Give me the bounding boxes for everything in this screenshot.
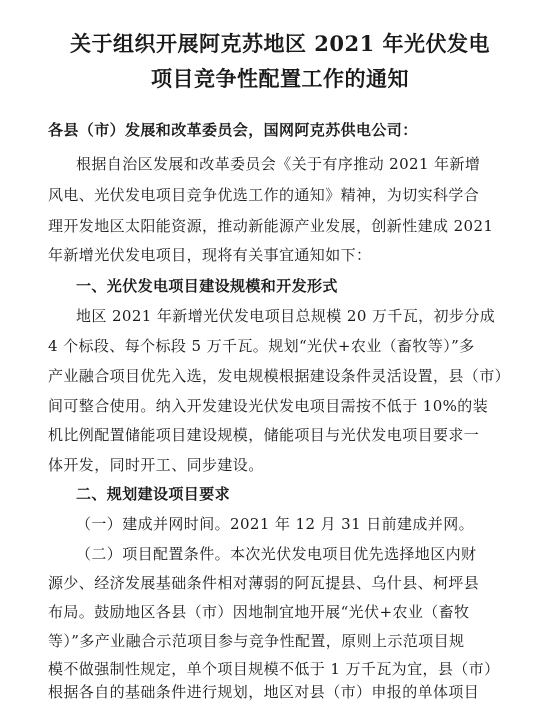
body-line: 产业融合项目优先入选，发电规模根据建设条件灵活设置，县（市） xyxy=(48,367,511,385)
section-heading-2: 二、规划建设项目要求 xyxy=(76,485,231,503)
subsection-line: （二）项目配置条件。本次光伏发电项目优先选择地区内财 xyxy=(76,545,477,563)
body-line: 根据各自的基础条件进行规划，地区对县（市）申报的单体项目 xyxy=(48,683,480,701)
body-line: 机比例配置储能项目建设规模，储能项目与光伏发电项目要求一 xyxy=(48,426,480,444)
body-line: 根据自治区发展和改革委员会《关于有序推动 2021 年新增 xyxy=(76,155,481,173)
body-line: 模不做强制性规定，单个项目规模不低于 1 万千瓦为宜，县（市） xyxy=(48,660,500,678)
body-line: 体开发，同时开工、同步建设。 xyxy=(48,456,264,474)
body-line: 布局。鼓励地区各县（市）因地制宜地开展“光伏+农业（畜牧 xyxy=(48,603,470,621)
body-line: 等）”多产业融合示范项目参与竞争性配置，原则上示范项目规 xyxy=(48,632,465,650)
body-line: 风电、光伏发电项目竞争优选工作的通知》精神，为切实科学合 xyxy=(48,186,480,204)
subsection-line: （一）建成并网时间。2021 年 12 月 31 日前建成并网。 xyxy=(76,515,474,533)
document-title-line-1: 关于组织开展阿克苏地区 2021 年光伏发电 xyxy=(69,31,491,56)
body-line: 理开发地区太阳能资源，推动新能源产业发展，创新性建成 2021 xyxy=(48,217,494,235)
section-heading-1: 一、光伏发电项目建设规模和开发形式 xyxy=(76,277,338,295)
body-line: 4 个标段、每个标段 5 万千瓦。规划“光伏+农业（畜牧等）”多 xyxy=(48,337,475,355)
body-line: 地区 2021 年新增光伏发电项目总规模 20 万千瓦，初步分成 xyxy=(76,307,496,325)
body-line: 源少、经济发展基础条件相对薄弱的阿瓦提县、乌什县、柯坪县 xyxy=(48,574,480,592)
body-line: 间可整合使用。纳入开发建设光伏发电项目需按不低于 10%的装 xyxy=(48,397,489,415)
body-line: 年新增光伏发电项目，现将有关事宜通知如下： xyxy=(48,246,372,264)
addressee: 各县（市）发展和改革委员会，国网阿克苏供电公司： xyxy=(48,121,418,139)
document-title-line-2: 项目竞争性配置工作的通知 xyxy=(151,66,409,91)
